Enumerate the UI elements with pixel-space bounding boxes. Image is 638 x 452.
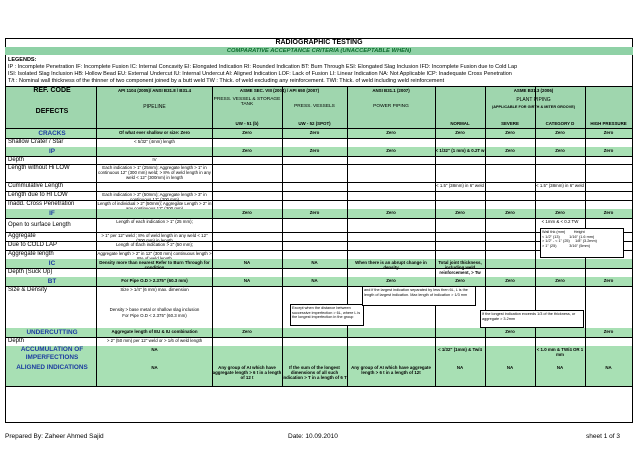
- criteria-cell: < 1/32" (1mm) & Tw/4: [438, 347, 482, 352]
- criteria-cell: < 1/32" (1 mm) & 0.2T w: [435, 148, 485, 153]
- criteria-cell: Total joint thickness, including weld reinforcement, > Tw: [438, 260, 482, 275]
- criteria-cell: [585, 338, 632, 346]
- criteria-cell: [435, 329, 485, 337]
- criteria-cell: [485, 233, 535, 241]
- criteria-cell: [282, 233, 347, 241]
- criteria-cell: [212, 242, 282, 250]
- defect-label: BT: [47, 278, 57, 285]
- criteria-cell: [535, 139, 585, 147]
- criteria-cell: [435, 251, 485, 259]
- criteria-cell: Zero: [309, 148, 320, 153]
- criteria-cell: [585, 165, 632, 182]
- normal-header: NORMAL: [450, 121, 470, 126]
- defect-label: Due to COLD LAP: [8, 242, 58, 248]
- high-pressure-header: HIGH PRESSURE: [590, 121, 627, 126]
- ref-code: REF. CODE: [33, 87, 71, 94]
- criteria-cell: [347, 157, 435, 164]
- defect-label: Depth: [8, 157, 25, 163]
- criteria-cell: Zero: [603, 210, 614, 215]
- ansi-note: and if the largest indication separated by less then 6L, L is the length of largest indication. Max length of indication > 1/3 mm: [362, 286, 476, 306]
- criteria-cell: [282, 338, 347, 346]
- criteria-cell: [485, 157, 535, 164]
- criteria-cell: Zero: [505, 130, 515, 135]
- burn-density-note: Density > base metal or shallow slag inclusion: [109, 307, 200, 312]
- defect-label: Size & Density: [8, 287, 48, 293]
- b313-note: If the longest indication exceeds 1/3 of the thickness, or aggregate > 3.2mm: [480, 310, 584, 328]
- criteria-cell: [485, 183, 535, 191]
- legend-line-1: IP : Incomplete Penetration IF: Incomplete Fusion IC: Internal Concavity EI: Elongated Indication RI: Rounded Indication BT: Burn Through ESI: Elongated Slag Inclusion IFD: Incomplete Fusion due to Cold Lap: [8, 64, 518, 70]
- criteria-cell: [347, 201, 435, 209]
- pipeline-header: PIPELINE: [143, 104, 166, 110]
- uw52-header: UW - 52 (SPOT): [298, 121, 331, 126]
- criteria-cell: [535, 338, 585, 346]
- sheet-number: sheet 1 of 3: [586, 433, 620, 440]
- esi-note: Except when the distance between successive imperfection > 6L, where L is the longest imperfection in the group: [290, 304, 364, 326]
- criteria-cell: Zero: [555, 148, 565, 153]
- criteria-cell: [282, 139, 347, 147]
- criteria-cell: [347, 269, 435, 277]
- criteria-cell: For Pipe O.D > 2.375" (60.3 mm): [121, 278, 188, 283]
- criteria-cell: [485, 242, 535, 250]
- criteria-cell: < 5/32" (4mm) length: [134, 139, 175, 144]
- criteria-cell: [347, 338, 435, 346]
- page-subtitle: COMPARATIVE ACCEPTANCE CRITERIA (UNACCEPTABLE WHEN): [5, 47, 633, 55]
- criteria-cell: < 1.0 mm & TW/4 OR 1 mm: [536, 347, 584, 357]
- criteria-cell: [435, 242, 485, 250]
- criteria-cell: [282, 219, 347, 232]
- criteria-cell: [97, 183, 212, 191]
- defect-label: IP: [48, 148, 56, 155]
- criteria-cell: [212, 219, 282, 232]
- criteria-cell: [485, 251, 535, 259]
- criteria-cell: [347, 242, 435, 250]
- criteria-cell: [282, 157, 347, 164]
- criteria-cell: Length of each indication > 1" (25 mm);: [116, 219, 193, 224]
- criteria-cell: Aggregate length > 2" in 12" (300 mm) continuous length >: [97, 251, 212, 256]
- criteria-cell: [347, 233, 435, 241]
- criteria-cell: [212, 233, 282, 241]
- criteria-cell: [435, 139, 485, 147]
- column-divider: [96, 86, 97, 386]
- criteria-cell: NA: [311, 278, 318, 283]
- defect-label: Length without Hi LOW: [8, 165, 70, 171]
- criteria-cell: [535, 157, 585, 164]
- criteria-cell: [212, 165, 282, 182]
- criteria-cell: [535, 192, 585, 200]
- defect-label: Length due to HI LOW: [8, 192, 68, 198]
- criteria-cell: Zero: [386, 148, 396, 153]
- column-divider: [282, 86, 283, 386]
- criteria-cell: Zero: [505, 329, 515, 334]
- defect-label: Depth: [8, 338, 25, 344]
- criteria-cell: [347, 192, 435, 200]
- criteria-cell: Zero: [555, 278, 565, 283]
- criteria-cell: Zero: [242, 130, 252, 135]
- criteria-cell: NA: [243, 260, 251, 265]
- defect-label: Inadd. Cross Penetration: [8, 201, 75, 207]
- criteria-cell: > 1" per 12" weld ; 8% of weld length in any weld < 12" (300 mm) in length: [101, 233, 208, 243]
- defect-label: ALIGNED INDICATIONS: [16, 364, 88, 371]
- criteria-cell: [282, 251, 347, 259]
- criteria-cell: Zero: [603, 278, 614, 283]
- defect-label: UNDERCUTTING: [26, 329, 78, 336]
- criteria-cell: [435, 157, 485, 164]
- criteria-cell: [435, 219, 485, 232]
- severe-header: SEVERE: [501, 121, 519, 126]
- pipe-small-note: For Pipe O.D < 2.375" (60.3 mm): [122, 313, 187, 318]
- criteria-cell: Zero: [555, 130, 565, 135]
- criteria-cell: [347, 219, 435, 232]
- criteria-cell: [282, 269, 347, 277]
- criteria-cell: [97, 269, 212, 277]
- column-divider: [347, 86, 348, 386]
- criteria-cell: [212, 157, 282, 164]
- criteria-cell: [347, 329, 435, 337]
- criteria-cell: Zero: [386, 130, 396, 135]
- footer-date: Date: 10.09.2010: [288, 433, 338, 440]
- criteria-cell: Any group of AI which have aggregate length > 6 t in a length of 12 t: [212, 365, 282, 380]
- criteria-cell: [282, 242, 347, 250]
- defects-header: DEFECTS: [35, 108, 69, 115]
- asme-header: ASME SEC. VIII (2004) / API 650 (2007): [239, 88, 320, 93]
- criteria-cell: Density more than nearest Refer to Burn Through for condition: [99, 260, 210, 270]
- page-title: RADIOGRAPHIC TESTING: [275, 39, 363, 46]
- criteria-cell: [535, 260, 585, 268]
- pressure-vessel-header: PRESS. VESSEL & STORAGE TANK: [213, 97, 281, 107]
- criteria-cell: Of what ever shallow or size: Zero: [118, 130, 190, 135]
- prepared-by: Prepared By: Zaheer Ahmed Sajid: [5, 433, 104, 440]
- criteria-cell: [347, 251, 435, 259]
- api1104-header: API 1104 (2005)/ ANSI B31.8 / B31.4: [117, 88, 192, 93]
- criteria-cell: [585, 287, 632, 328]
- criteria-cell: NA: [605, 365, 612, 370]
- criteria-cell: < 1mm & < 0.2 TW: [541, 219, 579, 224]
- criteria-cell: [282, 183, 347, 191]
- criteria-cell: [585, 157, 632, 164]
- criteria-cell: [212, 347, 282, 364]
- criteria-cell: NA: [506, 365, 514, 370]
- criteria-cell: [435, 192, 485, 200]
- criteria-cell: [347, 139, 435, 147]
- wall-note-title: Wall thk (mm) Height: [542, 230, 585, 234]
- column-divider: [535, 86, 536, 386]
- criteria-cell: [585, 192, 632, 200]
- defect-label: ACCUMULATION OF IMPERFECTIONS: [20, 346, 84, 361]
- criteria-cell: Aggregate length of EU & IU combination: [111, 329, 198, 334]
- column-divider: [435, 86, 436, 386]
- criteria-cell: [435, 269, 485, 277]
- criteria-cell: NA: [151, 365, 158, 370]
- plant-piping-note: (APPLICABLE FOR GIRTH & MITER GROOVE): [491, 105, 576, 109]
- criteria-cell: NA: [311, 260, 318, 265]
- criteria-cell: Zero: [455, 210, 465, 215]
- criteria-cell: [212, 139, 282, 147]
- criteria-cell: [485, 269, 535, 277]
- power-piping-header: POWER PIPING: [373, 104, 409, 109]
- criteria-cell: Zero: [603, 130, 614, 135]
- criteria-cell: [282, 329, 347, 337]
- criteria-cell: NA: [243, 278, 251, 283]
- criteria-cell: Length of individual > 2" (50mm); Aggregate Length > 2" in: [97, 201, 212, 206]
- criteria-cell: < 1.5" (38mm) in 6" weld: [436, 183, 484, 188]
- criteria-cell: Zero: [505, 210, 515, 215]
- criteria-cell: [282, 192, 347, 200]
- criteria-cell: [212, 287, 282, 328]
- header-bottom-divider: [6, 128, 632, 129]
- legend-line-2: ISI: Isolated Slag Inclusion HB: Hollow Bead EU: External Undercut IU: Internal Undercut AI: Aligned Indication LOF: Lack of Fusion LI: Linear Indication NA: Not Applicable ICP: Inadequate Cross Penetration: [8, 71, 512, 77]
- criteria-cell: [585, 260, 632, 268]
- criteria-cell: [535, 329, 585, 337]
- criteria-cell: [435, 165, 485, 182]
- criteria-cell: IV: [152, 157, 157, 162]
- criteria-cell: NA: [556, 365, 564, 370]
- criteria-cell: [435, 338, 485, 346]
- criteria-cell: [485, 139, 535, 147]
- wall-thickness-note: [540, 228, 624, 258]
- criteria-cell: Zero: [555, 210, 565, 215]
- criteria-cell: Zero: [386, 278, 396, 283]
- criteria-cell: Any group of AI which have aggregate length > 6 t in a length of 12t: [351, 365, 431, 375]
- criteria-cell: [212, 183, 282, 191]
- criteria-cell: [485, 260, 535, 268]
- defect-label: Depth (Suck Up): [8, 269, 53, 275]
- defect-label: CRACKS: [38, 130, 66, 137]
- criteria-cell: [535, 201, 585, 209]
- defect-label: Open to surface Length: [8, 222, 71, 228]
- criteria-cell: Zero: [455, 278, 465, 283]
- legend-line-3: T/t : Nominal wall thickness of the thinner of two component joined by a butt weld TW : Thick. of weld excluding any reinforcement. TWI: Thick. of weld including weld reinforcement: [8, 78, 445, 84]
- criteria-cell: NA: [456, 365, 464, 370]
- criteria-cell: [282, 165, 347, 182]
- criteria-cell: [282, 201, 347, 209]
- criteria-cell: Zero: [603, 148, 614, 153]
- defect-label: IF: [49, 210, 55, 217]
- criteria-cell: [585, 269, 632, 277]
- criteria-cell: [485, 165, 535, 182]
- defect-label: Aggregate length: [8, 251, 54, 257]
- plant-piping-header: PLANT PIPING: [516, 97, 551, 103]
- asme313-header: ASME B31.3 (2006): [513, 88, 554, 93]
- criteria-cell: [212, 338, 282, 346]
- criteria-cell: Zero: [309, 130, 320, 135]
- column-divider: [212, 86, 213, 386]
- criteria-cell: Zero: [242, 210, 252, 215]
- criteria-cell: [97, 210, 212, 218]
- criteria-cell: Zero: [505, 278, 515, 283]
- criteria-cell: < 1.5" (38mm) in 6" weld: [536, 183, 584, 188]
- header-divider: [6, 86, 632, 87]
- criteria-cell: Zero: [242, 148, 252, 153]
- wall-note-body: < 1/2" (13) 1/16" (1.6 mm) > 1/2" - < 1" (25) 1/8" (3.2mm) > 1" (25) 3/16" (5mm): [542, 234, 597, 248]
- criteria-cell: [485, 219, 535, 232]
- criteria-cell: If the sum of the longest dimensions of all such indication > T in a length of 6 T: [282, 365, 347, 380]
- criteria-cell: [585, 183, 632, 191]
- criteria-cell: [435, 233, 485, 241]
- criteria-cell: Zero: [309, 210, 320, 215]
- legend-label: LEGENDS:: [8, 57, 37, 63]
- criteria-cell: [212, 201, 282, 209]
- criteria-cell: [535, 165, 585, 182]
- defect-label: Cummulative Length: [8, 183, 64, 189]
- category-d-header: CATEGORY D: [545, 121, 575, 126]
- criteria-cell: Length of Each indication > 2" (50 mm);: [115, 242, 194, 247]
- defect-label: Aggregate: [8, 233, 36, 239]
- criteria-cell: [97, 148, 212, 156]
- uw51-header: UW - 51 (b): [235, 121, 259, 126]
- criteria-cell: Zero: [603, 329, 614, 334]
- criteria-cell: [347, 347, 435, 364]
- criteria-cell: > 2" (50 mm) per 12" weld or > 1/6 of weld length: [106, 338, 203, 343]
- defect-label: IC: [48, 260, 56, 267]
- defect-label: Shallow Crater / Star: [8, 139, 64, 145]
- criteria-cell: Zero: [455, 130, 465, 135]
- criteria-cell: NA: [151, 347, 158, 352]
- criteria-cell: Zero: [386, 210, 396, 215]
- criteria-cell: Zero: [505, 148, 515, 153]
- criteria-cell: [485, 201, 535, 209]
- criteria-cell: [435, 201, 485, 209]
- criteria-cell: When there is an abrupt change in density: [355, 260, 427, 270]
- row-divider: [6, 386, 632, 387]
- press-vessels-header: PRESS. VESSELS: [294, 104, 335, 109]
- criteria-cell: [585, 201, 632, 209]
- criteria-cell: [347, 165, 435, 182]
- criteria-cell: Size > 1/4" (6 mm) max. dimension: [120, 287, 189, 292]
- criteria-cell: [282, 347, 347, 364]
- ansi311-header: ANSI B31.1 (2007): [372, 88, 410, 93]
- criteria-cell: [212, 251, 282, 259]
- criteria-cell: [585, 139, 632, 147]
- criteria-cell: [585, 347, 632, 364]
- criteria-cell: [485, 192, 535, 200]
- column-divider: [485, 86, 486, 386]
- criteria-cell: Each indication > 2" (50mm); Aggregate length > 3" in continuous 12" (300 mm): [102, 192, 207, 202]
- criteria-cell: Each indication > 1" (25mm); Aggregate length > 1" in continuous 12" (300 mm) weld; > 8% of weld length in any weld < 12" (300mm) in length: [98, 165, 211, 180]
- criteria-cell: [212, 192, 282, 200]
- criteria-cell: [212, 269, 282, 277]
- criteria-cell: [347, 183, 435, 191]
- criteria-cell: Zero: [242, 329, 252, 334]
- criteria-cell: [485, 347, 535, 364]
- criteria-cell: [535, 269, 585, 277]
- criteria-cell: [485, 338, 535, 346]
